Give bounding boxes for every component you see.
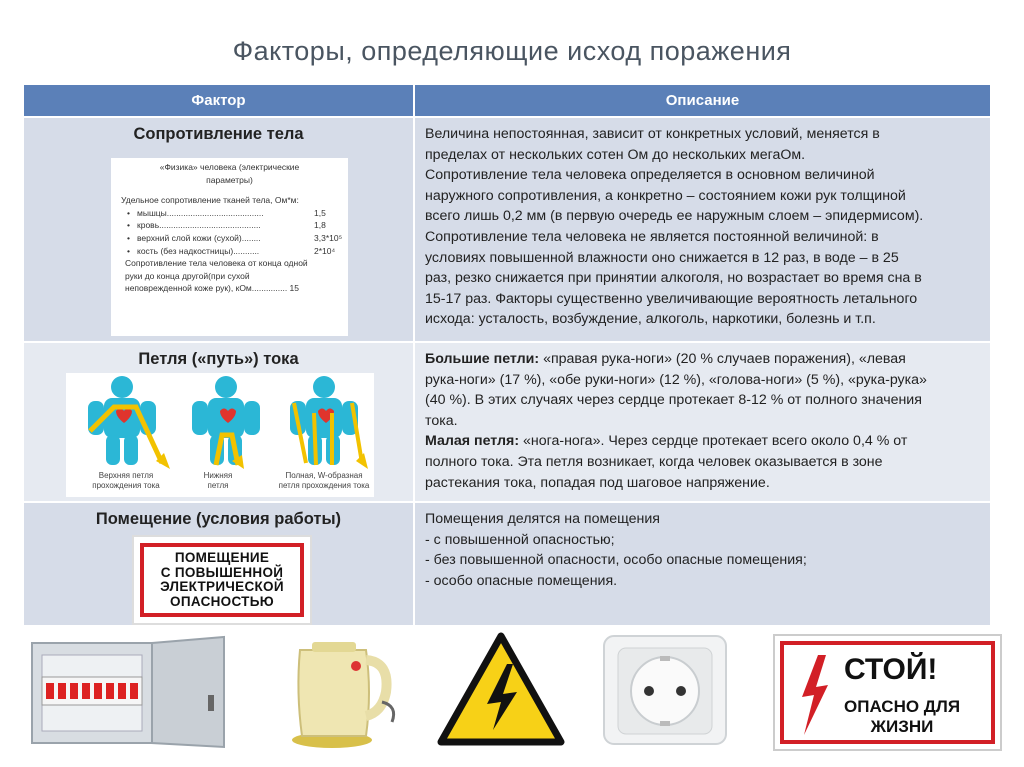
description-cell: Большие петли: «правая рука-ноги» (20 % случаев поражения), «левая рука-ноги» (17 %), «обе руки-ноги» (12 %), «голова-ноги» (5 %), «рука-рука» (40 %). В этих случаях через сердце протекает 8-12 % от полного значения тока. Малая петля: «нога-нога». Через сердце протекает всего около 0,4 % от полного тока. Эта петля возникает, когда человек оказывается в зоне растекания тока, попадая под шаговое напряжение. <box>425 351 927 491</box>
resistance-image-title: «Физика» человека (электрические параметры) <box>159 162 300 185</box>
factor-cell <box>24 503 415 625</box>
list-item: • кровь........................................... 1,8 <box>127 220 326 231</box>
factors-table <box>24 85 990 625</box>
factor-name: Петля («путь») тока <box>138 350 299 368</box>
current-loop-image <box>66 373 374 497</box>
resistance-image <box>111 158 348 336</box>
caption-full-loop: Полная, W-образная петля прохождения тока <box>278 471 370 490</box>
list-item: • мышцы......................................... 1,5 <box>127 207 326 218</box>
header-factor: Фактор <box>24 85 415 116</box>
stop-sign-title: СТОЙ! <box>844 653 938 686</box>
stop-danger-sign <box>773 634 1002 751</box>
big-loop-label: Большие петли: <box>425 351 540 367</box>
factor-cell <box>24 118 415 341</box>
factor-name: Сопротивление тела <box>133 125 304 143</box>
electric-kettle-image <box>282 632 400 752</box>
danger-room-sign: ПОМЕЩЕНИЕ С ПОВЫШЕННОЙ ЭЛЕКТРИЧЕСКОЙ ОПАСНОСТЬЮ <box>132 535 312 625</box>
header-description: Описание <box>665 92 740 109</box>
high-voltage-warning-icon <box>437 630 565 748</box>
factor-cell <box>24 343 415 501</box>
power-socket-image <box>600 634 730 746</box>
description-cell: Помещения делятся на помещения - с повышенной опасностью; - без повышенной опасности, особо опасные помещения; - особо опасные помещения. <box>425 511 807 589</box>
description-cell: Величина непостоянная, зависит от конкретных условий, меняется в пределах от нескольких сотен Ом до нескольких мегаОм. Сопротивление тела человека определяется в основном величиной наружного сопротивления, а конкретно – состоянием кожи рук толщиной всего лишь 0,2 мм (в первую очередь ее наружным слоем – эпидермисом). Сопротивление тела человека не является постоянной величиной: в условиях повышенной влажности оно снижается в 12 раз, в воде – в 25 раз, резко снижается при принятии алкоголя, но возрастает во время сна в 15-17 раз. Факторы существенно увеличивающие вероятность летального исхода: усталость, возбуждение, алкоголь, наркотики, болезнь и т.п. <box>425 126 924 328</box>
stop-sign-text: ОПАСНО ДЛЯ ЖИЗНИ <box>844 697 961 736</box>
caption-upper-loop: Верхняя петля прохождения тока <box>92 471 160 490</box>
electrical-panel-image <box>28 635 232 751</box>
table-header <box>24 85 990 116</box>
resistance-image-note: Сопротивление тела человека от конца одной руки до конца другой(при сухой неповрежденной коже рук), кОм............... 15 <box>125 258 308 294</box>
lightning-bolt-icon <box>794 655 834 735</box>
caption-lower-loop: Нижняя петля <box>203 471 233 490</box>
list-item: • верхний слой кожи (сухой)........ 3,3*10⁵ <box>127 232 343 243</box>
resistance-image-subtitle: Удельное сопротивление тканей тела, Ом*м: <box>121 195 299 206</box>
list-item: • кость (без надкостницы)........... 2*10⁴ <box>127 245 336 256</box>
factor-name: Помещение (условия работы) <box>95 510 342 528</box>
table-row-current-loop <box>24 341 990 501</box>
page-title: Факторы, определяющие исход поражения <box>232 36 792 66</box>
small-loop-label: Малая петля: <box>425 433 520 450</box>
table-row-room <box>24 501 990 625</box>
table-row-resistance <box>24 116 990 341</box>
